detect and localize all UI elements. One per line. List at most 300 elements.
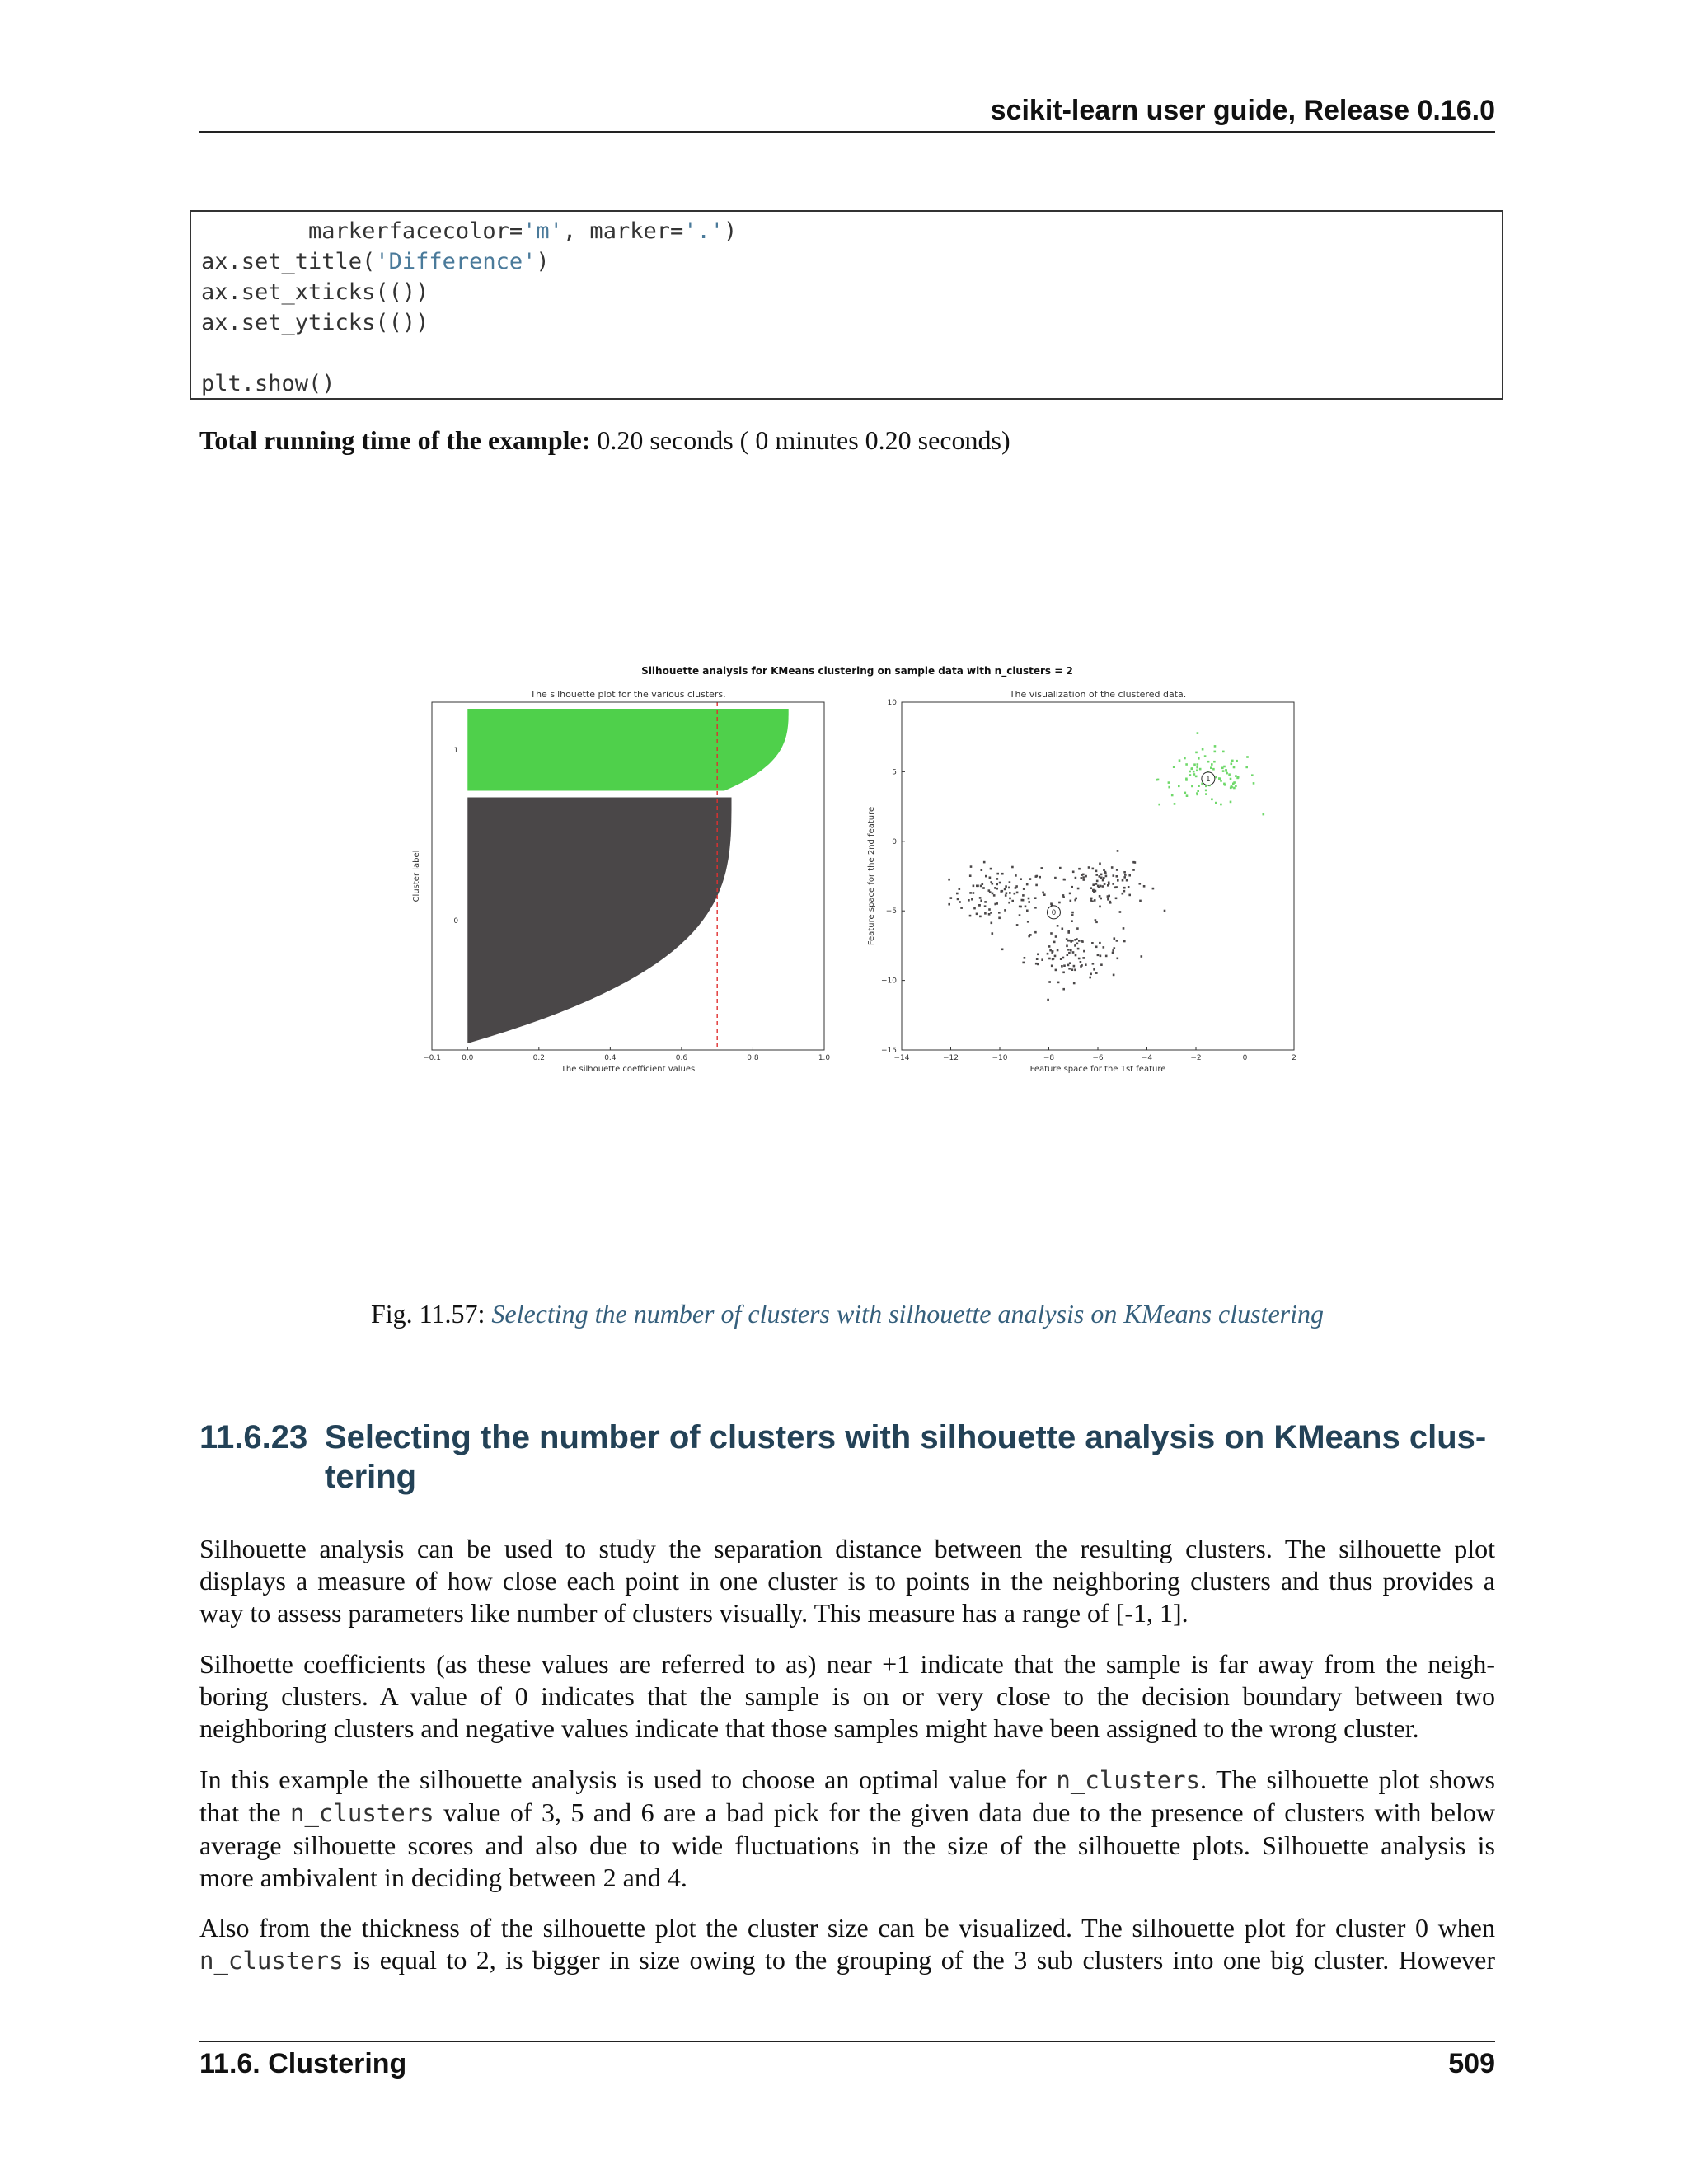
scatter-point-cluster-1 [1179, 759, 1181, 762]
scatter-point-cluster-0 [1008, 887, 1010, 889]
scatter-point-cluster-0 [1116, 875, 1118, 878]
scatter-point-cluster-0 [1054, 877, 1057, 879]
scatter-point-cluster-0 [1083, 950, 1085, 953]
paragraph-3-line-3: average silhouette scores and also due to wide fluctuations in the size of the silhouette plots. Silhouette analysis is [199, 1830, 1495, 1860]
scatter-point-cluster-0 [1139, 883, 1142, 885]
scatter-point-cluster-0 [1058, 902, 1061, 904]
scatter-point-cluster-1 [1231, 760, 1234, 762]
right-plot-frame [902, 702, 1294, 1050]
scatter-point-cluster-0 [1075, 954, 1077, 957]
code-line-3 [201, 277, 1492, 307]
scatter-point-cluster-1 [1185, 778, 1188, 780]
scatter-point-cluster-0 [1088, 866, 1090, 869]
paragraph-1-line-3: way to assess parameters like number of clusters visually. This measure has a range of [-1, 1]. [199, 1598, 1189, 1628]
scatter-point-cluster-0 [1024, 957, 1026, 959]
scatter-point-cluster-0 [1051, 951, 1053, 954]
scatter-point-cluster-0 [1141, 955, 1143, 958]
scatter-point-cluster-0 [960, 907, 963, 909]
scatter-point-cluster-0 [1114, 947, 1116, 949]
scatter-point-cluster-0 [1105, 875, 1108, 878]
scatter-point-cluster-1 [1197, 790, 1199, 792]
scatter-point-cluster-1 [1199, 768, 1202, 771]
scatter-point-cluster-0 [973, 907, 976, 910]
left-subplot-title: The silhouette plot for the various clusters. [530, 689, 726, 700]
scatter-point-cluster-0 [1078, 958, 1081, 960]
paragraph-3 [199, 1764, 1495, 1894]
scatter-point-cluster-1 [1158, 804, 1160, 806]
page-number: 509 [1448, 2048, 1495, 2079]
scatter-point-cluster-0 [1117, 850, 1119, 852]
scatter-point-cluster-0 [1014, 893, 1016, 895]
section-number: 11.6.23 [199, 1419, 308, 1455]
scatter-point-cluster-0 [950, 897, 953, 899]
scatter-point-cluster-1 [1235, 775, 1237, 777]
paragraph-3-line-2 [199, 1797, 1495, 1830]
scatter-point-cluster-0 [1059, 867, 1062, 869]
scatter-point-cluster-0 [996, 902, 998, 905]
caption-link[interactable]: Selecting the number of clusters with silhouette analysis on KMeans clustering [491, 1299, 1325, 1329]
scatter-point-cluster-0 [1071, 912, 1074, 914]
scatter-point-cluster-1 [1215, 802, 1217, 804]
scatter-point-cluster-1 [1251, 774, 1254, 776]
scatter-point-cluster-0 [1105, 955, 1108, 958]
scatter-point-cluster-1 [1230, 778, 1232, 780]
scatter-point-cluster-0 [1027, 921, 1029, 923]
left-xtick-label: 1.0 [818, 1054, 831, 1062]
scatter-point-cluster-0 [1015, 874, 1017, 877]
scatter-point-cluster-0 [1103, 946, 1105, 949]
scatter-point-cluster-0 [1063, 964, 1066, 967]
scatter-point-cluster-0 [1119, 911, 1122, 913]
section-title-line-2: tering [325, 1459, 417, 1495]
cluster-label-1: 1 [453, 746, 459, 755]
scatter-point-cluster-0 [976, 913, 978, 916]
scatter-point-cluster-0 [1132, 861, 1135, 864]
scatter-point-cluster-1 [1156, 779, 1158, 781]
scatter-point-cluster-0 [1091, 942, 1094, 944]
scatter-point-cluster-0 [1006, 892, 1008, 894]
scatter-point-cluster-0 [1123, 940, 1126, 943]
scatter-point-cluster-1 [1195, 752, 1198, 754]
scatter-point-cluster-1 [1232, 783, 1235, 785]
scatter-point-cluster-0 [1095, 972, 1098, 974]
paragraph-2-line-2: boring clusters. A value of 0 indicates that the sample is on or very close to the decision boundary between two [199, 1681, 1495, 1711]
scatter-point-cluster-0 [1054, 955, 1057, 958]
scatter-point-cluster-0 [1001, 873, 1004, 875]
right-xtick-label: −2 [1190, 1054, 1202, 1062]
scatter-point-cluster-0 [1036, 875, 1039, 878]
scatter-point-cluster-0 [973, 885, 975, 888]
scatter-point-cluster-0 [1128, 874, 1131, 877]
scatter-point-cluster-1 [1225, 769, 1227, 771]
scatter-point-cluster-1 [1233, 766, 1236, 769]
scatter-point-cluster-0 [1114, 937, 1116, 940]
scatter-point-cluster-1 [1204, 755, 1207, 757]
scatter-point-cluster-0 [1072, 871, 1075, 874]
scatter-point-cluster-0 [1076, 927, 1079, 930]
footer-section: 11.6. Clustering [199, 2048, 407, 2079]
scatter-point-cluster-0 [1075, 877, 1077, 879]
left-xtick-label: 0.0 [462, 1054, 474, 1062]
scatter-point-cluster-0 [1099, 863, 1101, 865]
scatter-point-cluster-0 [1004, 888, 1006, 891]
scatter-point-cluster-0 [1117, 958, 1119, 960]
paragraph-3-text-1a: In this example the silhouette analysis is used to choose an optimal value for [199, 1765, 1057, 1794]
scatter-point-cluster-0 [985, 875, 987, 878]
scatter-point-cluster-0 [1048, 945, 1051, 948]
scatter-point-cluster-0 [998, 917, 1001, 920]
scatter-point-cluster-0 [1080, 965, 1082, 968]
scatter-point-cluster-0 [991, 922, 993, 925]
right-xtick-label: −12 [943, 1054, 959, 1062]
scatter-point-cluster-0 [1026, 883, 1029, 886]
cluster-label-0: 0 [453, 916, 459, 926]
scatter-point-cluster-0 [980, 885, 982, 888]
scatter-point-cluster-0 [959, 888, 961, 890]
scatter-point-cluster-1 [1220, 780, 1222, 782]
scatter-point-cluster-0 [1143, 885, 1146, 888]
scatter-point-cluster-1 [1215, 776, 1217, 779]
scatter-point-cluster-1 [1223, 766, 1226, 768]
scatter-point-cluster-0 [1100, 877, 1103, 879]
paragraph-3-text-1b: . The silhouette plot shows [1200, 1765, 1496, 1794]
scatter-point-cluster-1 [1197, 732, 1199, 734]
scatter-point-cluster-0 [990, 912, 992, 914]
scatter-point-cluster-0 [1104, 883, 1106, 885]
right-ytick-label: 5 [892, 768, 897, 777]
scatter-point-cluster-0 [1074, 899, 1076, 902]
inline-code-n-clusters: n_clusters [290, 1799, 434, 1827]
scatter-point-cluster-0 [989, 877, 992, 879]
paragraph-4-line-1: Also from the thickness of the silhouette plot the cluster size can be visualized. The silhouette plot for cluster 0 when [199, 1913, 1495, 1943]
inline-code-n-clusters: n_clusters [199, 1947, 344, 1975]
silhouette-cluster-0 [467, 798, 731, 1044]
scatter-point-cluster-0 [1062, 972, 1065, 974]
scatter-point-cluster-1 [1263, 813, 1265, 816]
paragraph-1-line-1: Silhouette analysis can be used to study the separation distance between the resulting clusters. The silhouette plot [199, 1534, 1495, 1563]
scatter-point-cluster-0 [1047, 999, 1049, 1001]
scatter-point-cluster-0 [1009, 881, 1011, 883]
scatter-point-cluster-0 [990, 868, 992, 870]
scatter-point-cluster-0 [1093, 968, 1095, 971]
scatter-point-cluster-1 [1237, 776, 1240, 779]
scatter-point-cluster-0 [1062, 957, 1065, 959]
scatter-point-cluster-0 [1028, 898, 1030, 900]
left-xtick-label: 0.8 [747, 1054, 759, 1062]
scatter-point-cluster-1 [1178, 785, 1180, 788]
scatter-point-cluster-0 [1041, 867, 1043, 869]
scatter-point-cluster-0 [1099, 942, 1101, 944]
code-token: ax.set_title( [201, 249, 376, 274]
scatter-point-cluster-0 [1115, 898, 1118, 900]
scatter-point-cluster-1 [1218, 778, 1221, 780]
scatter-point-cluster-0 [1022, 962, 1025, 964]
scatter-point-cluster-1 [1193, 763, 1196, 766]
scatter-point-cluster-0 [976, 885, 978, 888]
scatter-point-cluster-0 [1095, 921, 1098, 924]
scatter-point-cluster-0 [1055, 969, 1057, 972]
paragraph-1 [199, 1533, 1495, 1629]
scatter-point-cluster-0 [1009, 892, 1011, 894]
scatter-point-cluster-0 [1092, 889, 1095, 892]
scatter-point-cluster-0 [1095, 919, 1097, 921]
scatter-point-cluster-0 [1037, 954, 1039, 956]
paragraph-2-line-1: Silhoette coefficients (as these values are referred to as) near +1 indicate that the sample is far away from the neigh- [199, 1649, 1495, 1679]
scatter-point-cluster-0 [1122, 893, 1124, 895]
scatter-point-cluster-0 [996, 878, 999, 880]
scatter-point-cluster-0 [1112, 952, 1114, 954]
code-line-5 [201, 338, 1492, 368]
scatter-point-cluster-0 [1019, 914, 1021, 916]
scatter-point-cluster-0 [1128, 886, 1130, 888]
scatter-point-cluster-0 [1104, 871, 1107, 874]
scatter-point-cluster-0 [959, 901, 961, 903]
scatter-point-cluster-0 [948, 903, 950, 906]
scatter-point-cluster-0 [1039, 876, 1041, 879]
scatter-point-cluster-0 [1112, 883, 1114, 885]
scatter-point-cluster-0 [1049, 949, 1052, 952]
paragraph-4 [199, 1912, 1495, 1977]
code-token: ) [536, 249, 550, 274]
scatter-point-cluster-0 [1036, 958, 1039, 960]
scatter-point-cluster-0 [1067, 954, 1069, 956]
scatter-point-cluster-0 [1078, 868, 1081, 870]
scatter-point-cluster-0 [999, 882, 1001, 884]
scatter-point-cluster-0 [1095, 890, 1097, 893]
scatter-point-cluster-0 [1076, 943, 1079, 945]
right-subplot-title: The visualization of the clustered data. [1009, 689, 1187, 700]
scatter-point-cluster-0 [990, 881, 992, 883]
scatter-point-cluster-0 [984, 905, 987, 907]
right-xtick-label: 0 [1242, 1054, 1248, 1062]
scatter-point-cluster-0 [1015, 885, 1018, 888]
scatter-point-cluster-0 [948, 879, 950, 881]
scatter-point-cluster-0 [1073, 982, 1076, 985]
scatter-point-cluster-0 [1023, 888, 1025, 890]
scatter-point-cluster-0 [1028, 901, 1030, 903]
scatter-point-cluster-0 [1035, 884, 1038, 887]
scatter-point-cluster-1 [1191, 785, 1193, 788]
scatter-point-cluster-0 [1071, 920, 1073, 922]
scatter-point-cluster-0 [1097, 954, 1100, 957]
scatter-point-cluster-0 [1095, 870, 1098, 873]
scatter-point-cluster-0 [998, 912, 1001, 914]
left-xtick-label: −0.1 [423, 1054, 441, 1062]
scatter-point-cluster-0 [981, 869, 983, 871]
scatter-point-cluster-0 [1082, 876, 1085, 879]
scatter-point-cluster-0 [1123, 876, 1126, 879]
scatter-point-cluster-0 [988, 889, 991, 892]
code-string: 'm' [523, 218, 563, 244]
scatter-point-cluster-0 [1070, 900, 1072, 902]
scatter-point-cluster-1 [1189, 774, 1192, 776]
scatter-point-cluster-1 [1231, 786, 1233, 789]
scatter-point-cluster-0 [1005, 894, 1007, 897]
scatter-point-cluster-0 [1034, 897, 1037, 899]
scatter-point-cluster-0 [1099, 906, 1101, 908]
scatter-point-cluster-0 [1090, 973, 1092, 976]
scatter-point-cluster-1 [1220, 804, 1222, 806]
running-time-label: Total running time of the example: [199, 425, 591, 455]
scatter-point-cluster-0 [1123, 871, 1126, 874]
scatter-point-cluster-0 [996, 873, 999, 875]
scatter-point-cluster-1 [1191, 767, 1193, 770]
scatter-point-cluster-0 [1004, 909, 1006, 912]
scatter-point-cluster-1 [1213, 761, 1216, 763]
figure-caption [199, 1296, 1495, 1332]
scatter-point-cluster-1 [1233, 787, 1236, 790]
scatter-point-cluster-1 [1222, 770, 1225, 772]
scatter-point-cluster-0 [969, 915, 972, 917]
scatter-point-cluster-0 [1117, 879, 1119, 882]
scatter-point-cluster-0 [1047, 953, 1049, 955]
scatter-point-cluster-1 [1214, 751, 1217, 753]
scatter-point-cluster-0 [1011, 866, 1014, 869]
scatter-point-cluster-0 [1034, 907, 1037, 909]
right-xtick-label: −10 [992, 1054, 1008, 1062]
scatter-point-cluster-0 [996, 883, 998, 886]
left-ylabel: Cluster label [412, 850, 421, 902]
scatter-point-cluster-0 [1124, 874, 1127, 876]
right-ytick-label: −5 [885, 907, 897, 916]
silhouette-figure [412, 659, 1302, 1088]
scatter-point-cluster-0 [1123, 890, 1126, 893]
header-rule [199, 131, 1495, 133]
code-token: ) [724, 218, 738, 244]
scatter-point-cluster-1 [1184, 792, 1187, 794]
right-xtick-label: −6 [1092, 1054, 1104, 1062]
scatter-point-cluster-0 [1100, 874, 1103, 876]
scatter-point-cluster-1 [1223, 783, 1226, 785]
scatter-point-cluster-0 [1062, 928, 1064, 930]
paragraph-3-line-1 [199, 1764, 1495, 1797]
scatter-point-cluster-0 [984, 912, 987, 915]
scatter-point-cluster-0 [1053, 941, 1056, 944]
cluster-center-label: 1 [1206, 775, 1211, 784]
scatter-point-cluster-0 [1069, 893, 1071, 895]
scatter-point-cluster-0 [1008, 902, 1010, 904]
scatter-point-cluster-0 [1062, 896, 1065, 898]
section-title-line-1: Selecting the number of clusters with silhouette analysis on KMeans clus- [325, 1419, 1487, 1455]
scatter-point-cluster-0 [1113, 974, 1115, 977]
running-time [199, 422, 1010, 458]
scatter-point-cluster-0 [983, 861, 986, 864]
scatter-point-cluster-0 [1066, 938, 1068, 940]
left-xlabel: The silhouette coefficient values [560, 1065, 696, 1074]
right-xtick-label: −14 [893, 1054, 910, 1062]
scatter-point-cluster-0 [1029, 934, 1032, 936]
scatter-point-cluster-0 [1103, 869, 1105, 871]
scatter-point-cluster-0 [969, 892, 972, 894]
right-ytick-label: −10 [881, 977, 897, 986]
scatter-point-cluster-0 [1019, 906, 1021, 908]
code-line-6 [201, 368, 1492, 399]
scatter-point-cluster-0 [1034, 931, 1037, 934]
code-token: ax.set_xticks(()) [201, 279, 429, 305]
scatter-point-cluster-1 [1211, 763, 1213, 766]
scatter-point-cluster-0 [1068, 952, 1071, 954]
scatter-point-cluster-0 [988, 908, 991, 911]
scatter-point-cluster-0 [969, 874, 972, 877]
scatter-point-cluster-0 [1071, 886, 1073, 888]
code-token: , marker= [562, 218, 684, 244]
scatter-point-cluster-1 [1210, 766, 1212, 769]
scatter-point-cluster-0 [993, 894, 996, 897]
scatter-point-cluster-1 [1230, 801, 1232, 804]
scatter-point-cluster-0 [1102, 885, 1104, 888]
footer-rule [199, 2041, 1495, 2042]
scatter-point-cluster-0 [1111, 866, 1114, 869]
scatter-point-cluster-0 [1048, 981, 1051, 983]
scatter-point-cluster-0 [1096, 880, 1099, 883]
scatter-point-cluster-1 [1193, 773, 1196, 776]
scatter-point-cluster-0 [1020, 878, 1022, 880]
left-xtick-label: 0.2 [532, 1054, 545, 1062]
scatter-point-cluster-0 [1123, 887, 1126, 889]
scatter-point-cluster-0 [1116, 869, 1118, 871]
scatter-point-cluster-0 [1055, 935, 1057, 938]
scatter-point-cluster-0 [1005, 885, 1007, 888]
scatter-point-cluster-1 [1186, 794, 1189, 797]
scatter-point-cluster-0 [1100, 955, 1102, 958]
paragraph-4-text-2b: is equal to 2, is bigger in size owing to the grouping of the 3 sub clusters into one big cluster. However [343, 1945, 1495, 1975]
scatter-point-cluster-0 [1074, 969, 1076, 972]
scatter-point-cluster-1 [1197, 763, 1199, 766]
scatter-point-cluster-1 [1235, 785, 1237, 787]
scatter-point-cluster-0 [1078, 940, 1081, 942]
scatter-point-cluster-0 [1080, 961, 1082, 963]
scatter-point-cluster-1 [1196, 766, 1198, 769]
scatter-point-cluster-0 [1099, 875, 1101, 878]
scatter-point-cluster-0 [1072, 951, 1075, 954]
scatter-point-cluster-0 [996, 888, 998, 890]
scatter-point-cluster-1 [1189, 771, 1191, 773]
scatter-point-cluster-1 [1226, 772, 1228, 775]
cluster-center-label: 0 [1051, 908, 1057, 917]
right-ytick-label: 10 [887, 699, 897, 707]
right-xtick-label: 2 [1292, 1054, 1296, 1062]
scatter-point-cluster-0 [968, 899, 970, 902]
scatter-point-cluster-1 [1198, 785, 1200, 787]
scatter-point-cluster-1 [1174, 803, 1176, 805]
scatter-point-cluster-0 [1062, 988, 1065, 991]
scatter-point-cluster-1 [1196, 770, 1198, 772]
scatter-point-cluster-0 [1092, 883, 1095, 886]
scatter-point-cluster-0 [992, 932, 994, 935]
scatter-point-cluster-1 [1222, 751, 1225, 753]
scatter-point-cluster-0 [957, 898, 959, 901]
scatter-point-cluster-0 [1076, 938, 1078, 940]
code-token: ax.set_yticks(()) [201, 310, 429, 335]
scatter-point-cluster-0 [1051, 965, 1053, 968]
scatter-point-cluster-0 [979, 916, 982, 918]
scatter-point-cluster-0 [1091, 900, 1094, 902]
right-xtick-label: −8 [1043, 1054, 1055, 1062]
scatter-point-cluster-0 [1082, 874, 1085, 876]
scatter-point-cluster-0 [1103, 877, 1105, 879]
running-time-value: 0.20 seconds ( 0 minutes 0.20 seconds) [590, 425, 1010, 455]
scatter-point-cluster-0 [1095, 874, 1098, 876]
scatter-point-cluster-1 [1231, 763, 1233, 766]
right-xtick-label: −4 [1141, 1054, 1153, 1062]
scatter-point-cluster-0 [1116, 940, 1118, 942]
scatter-point-cluster-0 [1092, 963, 1095, 965]
scatter-point-cluster-0 [1128, 894, 1131, 897]
scatter-point-cluster-0 [971, 898, 973, 901]
scatter-point-cluster-1 [1202, 748, 1204, 751]
scatter-point-cluster-1 [1205, 793, 1207, 795]
scatter-point-cluster-0 [1050, 932, 1053, 935]
